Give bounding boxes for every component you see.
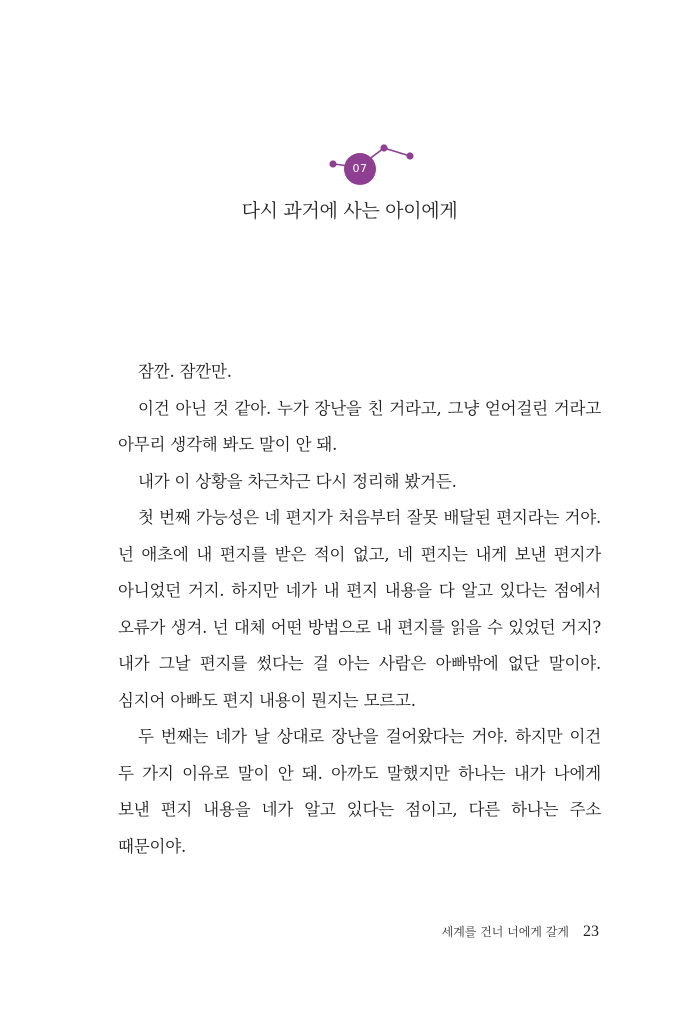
paragraph: 잠깐. 잠깐만. <box>138 362 232 381</box>
body-text <box>118 354 601 865</box>
chapter-title: 다시 과거에 사는 아이에게 <box>241 200 458 222</box>
paragraph: 이건 아닌 것 같아. 누가 장난을 친 거라고, 그냥 얻어걸린 거라고 아무리 생각해 봐도 말이 안 돼. <box>118 398 601 454</box>
ornament-line-right <box>384 148 410 156</box>
ornament-dot-right <box>406 152 413 159</box>
chapter-number-badge: 07 <box>344 153 376 185</box>
ornament-dot-left <box>329 160 336 167</box>
page-number: 23 <box>583 923 599 940</box>
ornament-dot-top <box>380 144 387 151</box>
running-title: 세계를 건너 너에게 갈게 <box>441 925 569 939</box>
paragraph: 내가 이 상황을 차근차근 다시 정리해 봤거든. <box>138 471 457 491</box>
page-footer <box>442 923 599 941</box>
paragraph: 두 번째는 네가 날 상대로 장난을 걸어왔다는 거야. 하지만 이건 두 가지 이유로 말이 안 돼. 아까도 말했지만 하나는 내가 나에게 보낸 편지 내용을 네가 알고 있다는 점이고, 다른 하나는 주소 때문이야. <box>118 727 601 856</box>
paragraph: 첫 번째 가능성은 네 편지가 처음부터 잘못 배달된 편지라는 거야. 넌 애초에 내 편지를 받은 적이 없고, 네 편지는 내게 보낸 편지가 아니었던 거지. 하지만 네가 내 편지 내용을 다 알고 있다는 점에서 오류가 생겨. 넌 대체 어떤 방법으로 내 편지를 읽을 수 있었던 거지? 내가 그날 편지를 썼다는 걸 아는 사람은 아빠밖에 없단 말이야. 심지어 아빠도 편지 내용이 뭔지는 모르고. <box>118 508 601 710</box>
